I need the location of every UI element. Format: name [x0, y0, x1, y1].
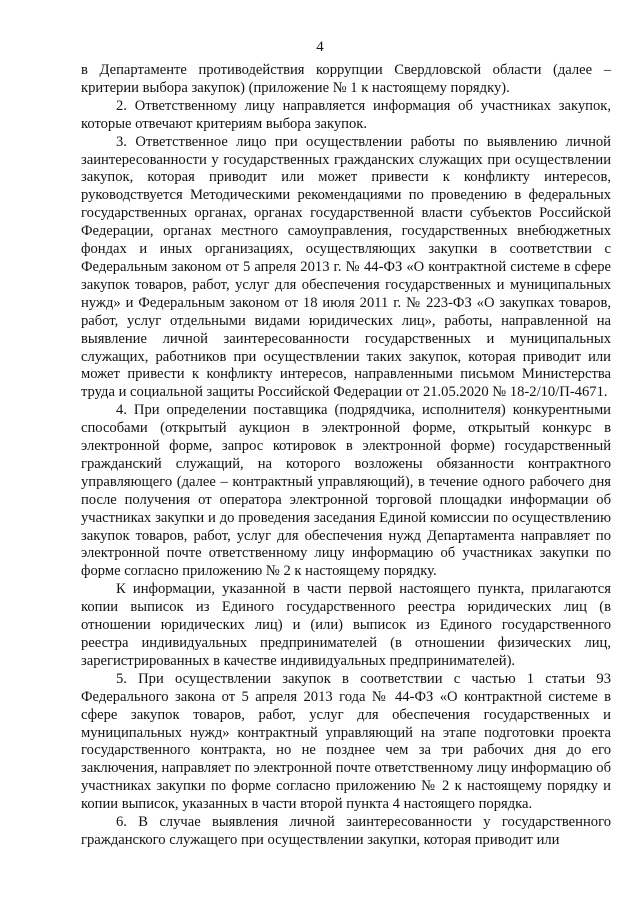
document-body [81, 62, 611, 850]
paragraph-item-4: 4. При определении поставщика (подрядчика, исполнителя) конкурентными способами (открытый аукцион в электронной форме, открытый конкурс в электронной форме, запрос котировок в электронной форме) государственный гражданский служащий, на которого возложены обязанности контрактного управляющего (далее – контрактный управляющий), в течение одного рабочего дня после получения от оператора электронной торговой площадки информации об участниках закупки и до проведения заседания Единой комиссии по осуществлению закупок товаров, работ, услуг для обеспечения нужд Департамента направляет по электронной почте ответственному лицу информацию об участниках закупки по форме согласно приложению № 2 к настоящему порядку. [81, 402, 611, 580]
paragraph-item-4-attachments: К информации, указанной в части первой настоящего пункта, прилагаются копии выписок из Единого государственного реестра юридических лиц (в отношении юридических лиц) и (или) выписок из Единого государственного реестра индивидуальных предпринимателей (в отношении физических лиц, зарегистрированных в качестве индивидуальных предпринимателей). [81, 581, 611, 669]
paragraph-item-2: 2. Ответственному лицу направляется информация об участниках закупок, которые отвечают критериям выбора закупок. [81, 97, 611, 132]
paragraph-item-5: 5. При осуществлении закупок в соответствии с частью 1 статьи 93 Федерального закона от 5 апреля 2013 года № 44-ФЗ «О контрактной системе в сфере закупок товаров, работ, услуг для обеспечения государственных и муниципальных нужд» контрактный управляющий на этапе подготовки проекта государственного контракта, но не позднее чем за три рабочих дня до его заключения, направляет по электронной почте ответственному лицу информацию об участниках закупки по форме согласно приложению № 2 к настоящему порядку и копии выписок, указанных в части второй пункта 4 настоящего порядка. [81, 670, 611, 813]
paragraph-item-6: 6. В случае выявления личной заинтересованности у государственного гражданского служащего при осуществлении закупки, которая приводит или [81, 814, 611, 848]
paragraph-continuation: в Департаменте противодействия коррупции Свердловской области (далее – критерии выбора закупок) (приложение № 1 к настоящему порядку). [81, 62, 611, 96]
paragraph-item-3: 3. Ответственное лицо при осуществлении работы по выявлению личной заинтересованности у государственных гражданских служащих при осуществлении закупок, которая приводит или может привести к конфликту интересов, руководствуется Методическими рекомендациями по проведению в федеральных государственных органах, органах государственной власти субъектов Российской Федерации, органах местного самоуправления, государственных внебюджетных фондах и иных организациях, осуществляющих закупки в соответствии с Федеральным законом от 5 апреля 2013 г. № 44-ФЗ «О контрактной системе в сфере закупок товаров, работ, услуг для обеспечения государственных и муниципальных нужд» и Федеральным законом от 18 июля 2011 г. № 223-ФЗ «О закупках товаров, работ, услуг отдельными видами юридических лиц», работы, направленной на выявление личной заинтересованности государственных и муниципальных служащих, работников при осуществлении таких закупок, которая приводит или может привести к конфликту интересов, направленными письмом Министерства труда и социальной защиты Российской Федерации от 21.05.2020 № 18-2/10/П-4671. [81, 133, 611, 401]
page-number: 4 [316, 39, 324, 55]
